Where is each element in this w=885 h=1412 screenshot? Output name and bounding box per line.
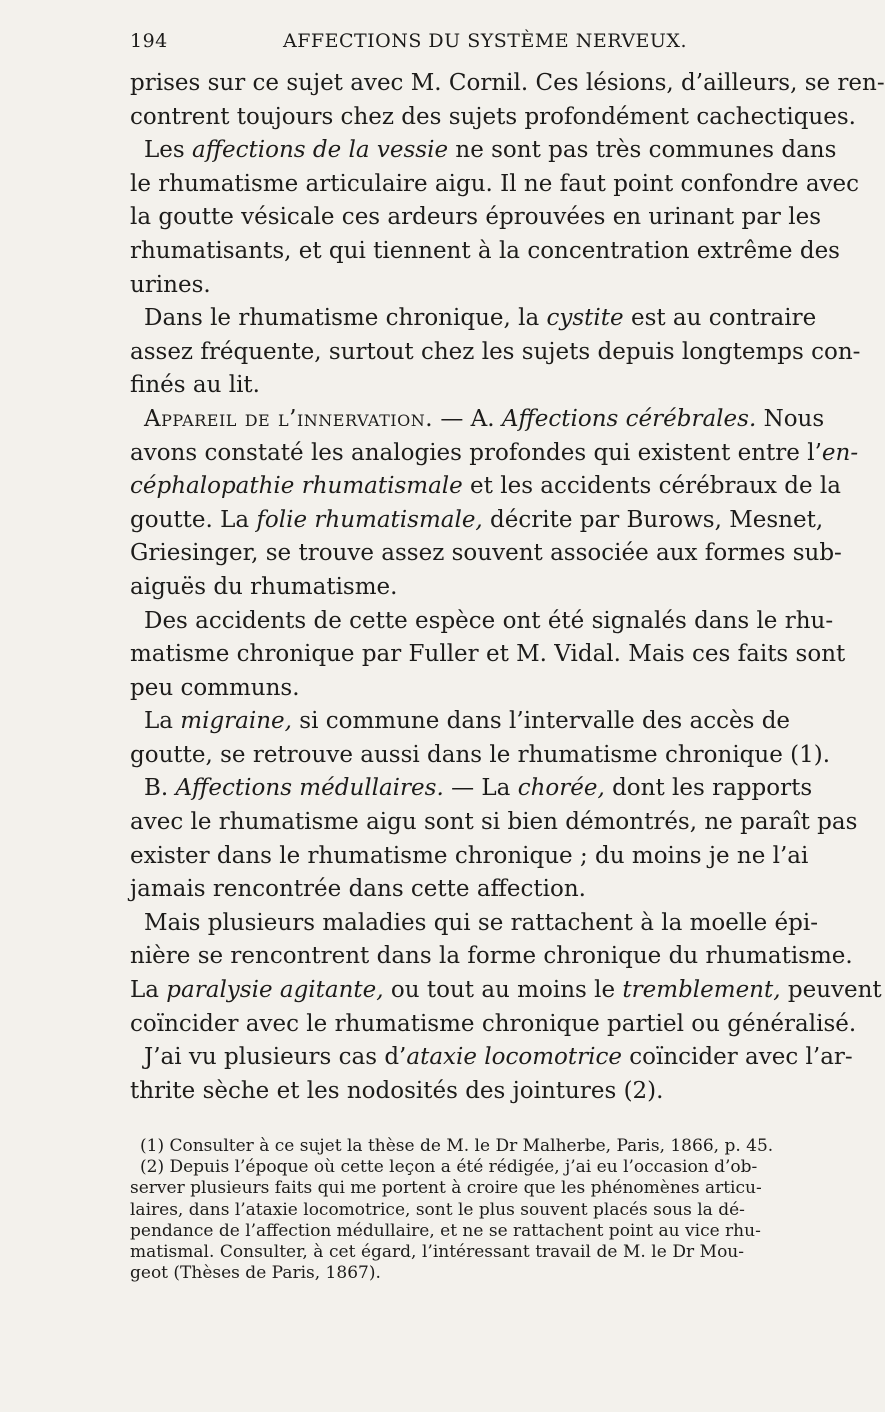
footnote-line: (1) Consulter à ce sujet la thèse de M. le Dr Malherbe, Paris, 1866, p. 45. — [140, 1136, 774, 1156]
emphasis: Affections médullaires. — [175, 775, 444, 802]
page-number: 194 — [130, 30, 168, 52]
text-line: assez fréquente, surtout chez les sujets depuis longtemps con- — [130, 338, 861, 365]
emphasis: migraine, — [180, 708, 292, 735]
footnote-line: geot (Thèses de Paris, 1867). — [130, 1263, 381, 1284]
running-header — [130, 22, 744, 62]
text-line: thrite sèche et les nodosités des jointures (2). — [130, 1077, 664, 1104]
text-line: aiguës du rhumatisme. — [130, 573, 398, 600]
section-heading: Appareil de l’innervation. — [144, 405, 434, 432]
text-line: Les affections de la vessie ne sont pas très communes dans — [144, 137, 837, 164]
text-line: exister dans le rhumatisme chronique ; du moins je ne l’ai — [130, 842, 809, 869]
text-line: rhumatisants, et qui tiennent à la concentration extrême des — [130, 237, 840, 264]
text-line: avons constaté les analogies profondes qui existent entre l’en- — [130, 439, 859, 466]
text-line: jamais rencontrée dans cette affection. — [130, 876, 586, 903]
footnotes — [130, 1136, 774, 1284]
emphasis: chorée, — [517, 775, 605, 802]
emphasis: ataxie locomotrice — [406, 1044, 622, 1071]
emphasis: en- — [821, 439, 859, 466]
main-text — [130, 67, 885, 1108]
text-line: le rhumatisme articulaire aigu. Il ne faut point confondre avec — [130, 170, 860, 197]
emphasis: céphalopathie rhumatismale — [130, 473, 463, 500]
text-line: La migraine, si commune dans l’intervalle des accès de — [144, 708, 791, 735]
text-line: goutte. La folie rhumatismale, décrite par Burows, Mesnet, — [130, 506, 824, 533]
text-line: J’ai vu plusieurs cas d’ataxie locomotrice coïncider avec l’ar- — [144, 1044, 853, 1071]
text-line: matisme chronique par Fuller et M. Vidal. Mais ces faits sont — [130, 641, 846, 668]
emphasis: Affections cérébrales. — [501, 405, 757, 432]
emphasis: paralysie agitante, — [166, 977, 384, 1004]
text-line: goutte, se retrouve aussi dans le rhumatisme chronique (1). — [130, 741, 831, 768]
emphasis: affections de la vessie — [192, 137, 449, 164]
emphasis: folie rhumatismale, — [256, 506, 483, 533]
footnote-line: matismal. Consulter, à cet égard, l’intéressant travail de M. le Dr Mou- — [130, 1242, 744, 1263]
footnote-line: pendance de l’affection médullaire, et ne se rattachent point au vice rhu- — [130, 1220, 761, 1241]
emphasis: cystite — [546, 305, 624, 332]
text-line: finés au lit. — [130, 372, 260, 399]
text-line: avec le rhumatisme aigu sont si bien démontrés, ne paraît pas — [130, 809, 858, 836]
text-line: céphalopathie rhumatismale et les accidents cérébraux de la — [130, 473, 841, 500]
text-line: B. Affections médullaires. — La chorée, dont les rapports — [144, 775, 813, 802]
running-title: AFFECTIONS DU SYSTÈME NERVEUX. — [283, 30, 687, 52]
text-line: Appareil de l’innervation. — A. Affections cérébrales. Nous — [144, 405, 825, 432]
text-line: coïncider avec le rhumatisme chronique partiel ou généralisé. — [130, 1010, 857, 1037]
footnote-line: laires, dans l’ataxie locomotrice, sont le plus souvent placés sous la dé- — [130, 1199, 745, 1220]
text-line: contrent toujours chez des sujets profondément cachectiques. — [130, 103, 856, 130]
text-line: urines. — [130, 271, 211, 298]
text-line: nière se rencontrent dans la forme chronique du rhumatisme. — [130, 943, 853, 970]
text-line: Mais plusieurs maladies qui se rattachent à la moelle épi- — [144, 909, 818, 936]
footnote-line: server plusieurs faits qui me portent à croire que les phénomènes articu- — [130, 1178, 762, 1199]
text-line: La paralysie agitante, ou tout au moins le tremblement, peuvent — [130, 977, 882, 1004]
text-line: Dans le rhumatisme chronique, la cystite est au contraire — [144, 305, 817, 332]
emphasis: tremblement, — [622, 977, 781, 1004]
text-line: prises sur ce sujet avec M. Cornil. Ces lésions, d’ailleurs, se ren- — [130, 70, 885, 96]
footnote-line: (2) Depuis l’époque où cette leçon a été rédigée, j’ai eu l’occasion d’ob- — [140, 1157, 758, 1178]
text-line: Des accidents de cette espèce ont été signalés dans le rhu- — [144, 607, 834, 634]
text-line: Griesinger, se trouve assez souvent associée aux formes sub- — [130, 540, 842, 567]
text-line: la goutte vésicale ces ardeurs éprouvées en urinant par les — [130, 204, 821, 231]
text-line: peu communs. — [130, 674, 300, 701]
